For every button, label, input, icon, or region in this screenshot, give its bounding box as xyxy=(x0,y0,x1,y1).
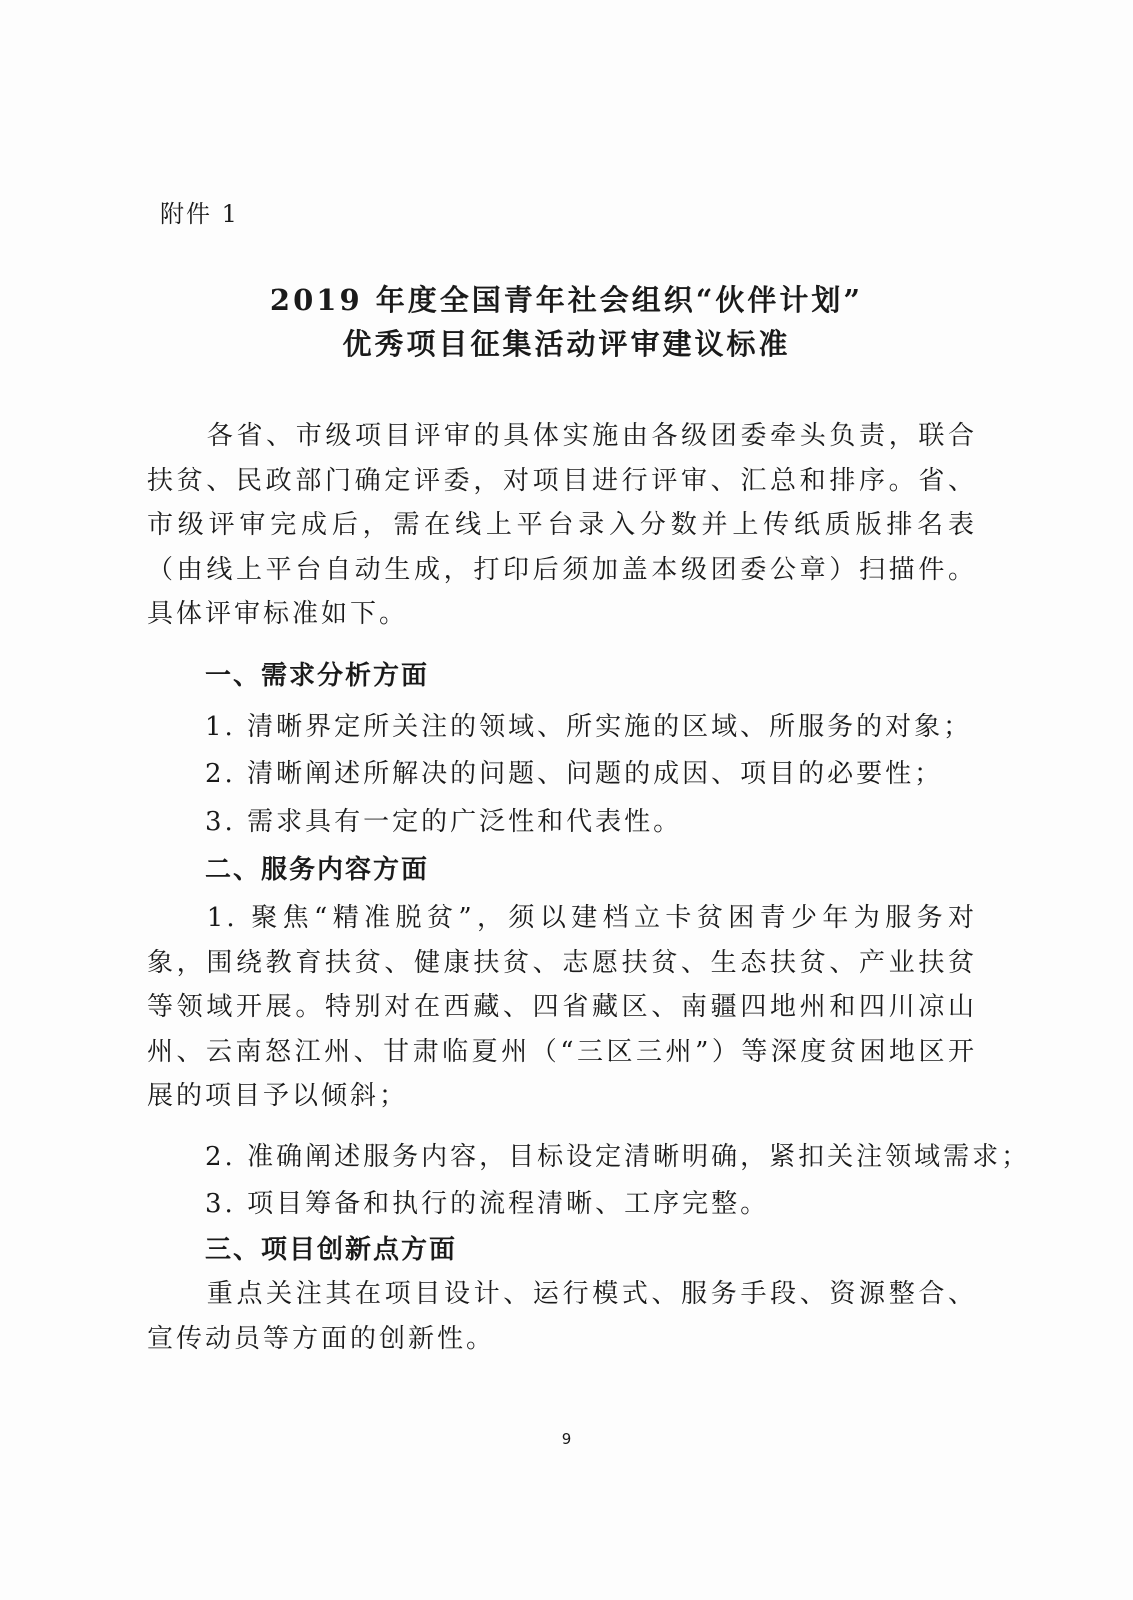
section-heading-service-content: 二、服务内容方面 xyxy=(205,855,430,885)
section-heading-needs-analysis: 一、需求分析方面 xyxy=(205,661,430,691)
section-1-item-2: 2. 清晰阐述所解决的问题、问题的成因、项目的必要性； xyxy=(205,759,944,789)
section-1-item-1: 1. 清晰界定所关注的领域、所实施的区域、所服务的对象； xyxy=(205,712,973,742)
intro-paragraph: 各省、市级项目评审的具体实施由各级团委牵头负责，联合扶贫、民政部门确定评委，对项目进行评审、汇总和排序。省、市级评审完成后，需在线上平台录入分数并上传纸质版排名表（由线上平台自动生成，打印后须加盖本级团委公章）扫描件。具体评审标准如下。 xyxy=(147,421,977,629)
document-title-line-2: 优秀项目征集活动评审建议标准 xyxy=(342,327,791,361)
section-3-body: 重点关注其在项目设计、运行模式、服务手段、资源整合、宣传动员等方面的创新性。 xyxy=(147,1279,977,1354)
section-2-item-3: 3. 项目筹备和执行的流程清晰、工序完整。 xyxy=(205,1189,770,1219)
page-number: 9 xyxy=(561,1430,572,1448)
section-1-item-3: 3. 需求具有一定的广泛性和代表性。 xyxy=(205,807,683,837)
section-heading-innovation: 三、项目创新点方面 xyxy=(205,1235,458,1265)
document-title-line-1: 2019 年度全国青年社会组织“伙伴计划” xyxy=(269,283,864,317)
section-2-item-2: 2. 准确阐述服务内容，目标设定清晰明确，紧扣关注领域需求； xyxy=(205,1142,1031,1172)
attachment-label: 附件 1 xyxy=(160,200,239,228)
section-2-item-1: 1. 聚焦“精准脱贫”，须以建档立卡贫困青少年为服务对象，围绕教育扶贫、健康扶贫、志愿扶贫、生态扶贫、产业扶贫等领域开展。特别对在西藏、四省藏区、南疆四地州和四川凉山州、云南怒江州、甘肃临夏州（“三区三州”）等深度贫困地区开展的项目予以倾斜； xyxy=(147,903,977,1111)
